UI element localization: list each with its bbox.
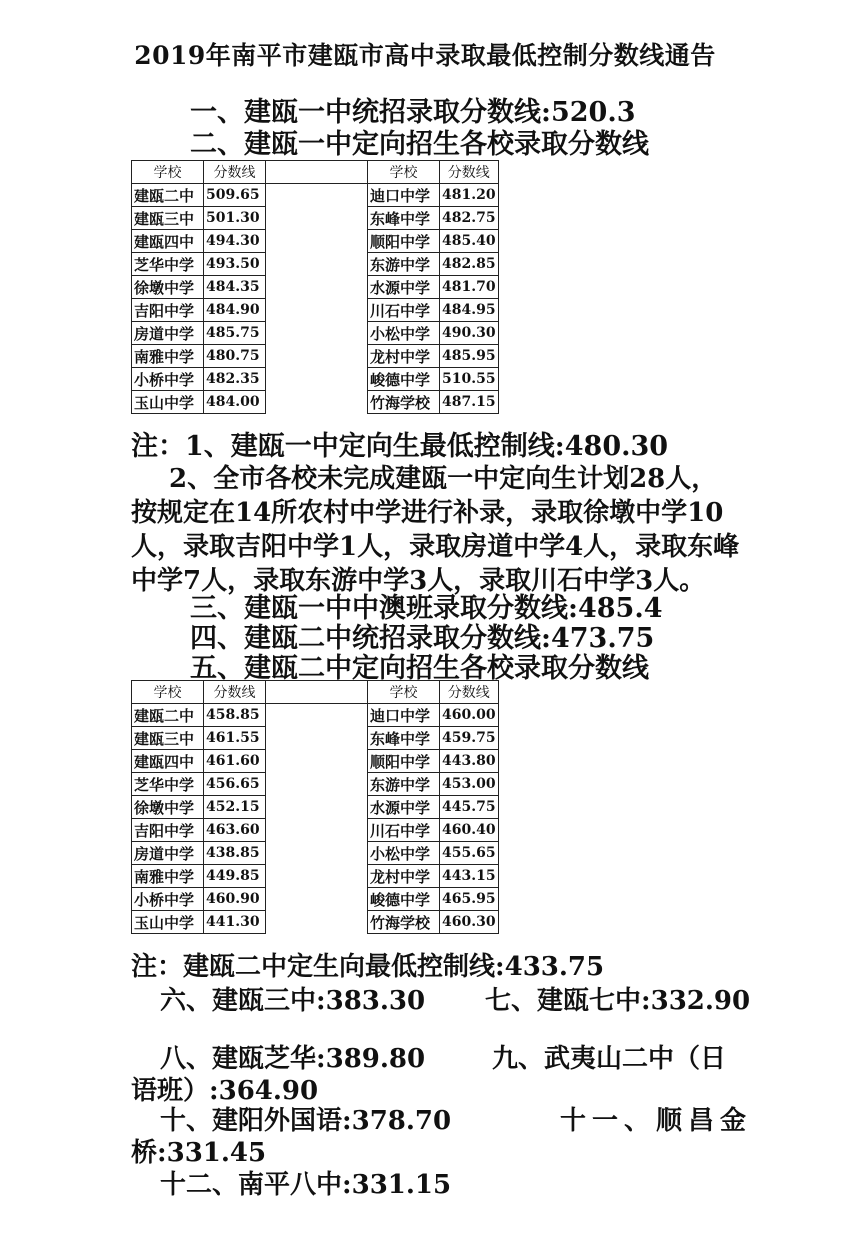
table-row — [132, 819, 499, 842]
score-cell: 449.85 — [204, 865, 266, 888]
score-cell: 458.85 — [204, 704, 266, 727]
score-cell: 481.70 — [440, 276, 499, 299]
gap-cell — [266, 865, 368, 888]
school-cell: 川石中学 — [368, 819, 440, 842]
page-title: 2019年南平市建瓯市高中录取最低控制分数线通告 — [134, 41, 716, 70]
school-cell: 小松中学 — [368, 842, 440, 865]
score-cell: 510.55 — [440, 368, 499, 391]
school-cell: 竹海学校 — [368, 911, 440, 934]
school-cell: 建瓯三中 — [132, 207, 204, 230]
school-cell: 龙村中学 — [368, 865, 440, 888]
table-2-header-score: 分数线 — [204, 681, 266, 704]
score-cell: 461.55 — [204, 727, 266, 750]
score-cell: 509.65 — [204, 184, 266, 207]
gap-cell — [266, 253, 368, 276]
table-row — [132, 704, 499, 727]
table-1-header-score-2: 分数线 — [440, 161, 499, 184]
score-cell: 441.30 — [204, 911, 266, 934]
gap-cell — [266, 704, 368, 727]
score-cell: 494.30 — [204, 230, 266, 253]
gap-cell — [266, 299, 368, 322]
school-cell: 东峰中学 — [368, 727, 440, 750]
school-cell: 南雅中学 — [132, 345, 204, 368]
table-1 — [131, 160, 499, 414]
gap-cell — [266, 842, 368, 865]
section-3-heading: 三、建瓯一中中澳班录取分数线:485.4 — [190, 593, 663, 624]
school-cell: 东峰中学 — [368, 207, 440, 230]
score-cell: 460.30 — [440, 911, 499, 934]
gap-cell — [266, 796, 368, 819]
school-cell: 徐墩中学 — [132, 276, 204, 299]
score-cell: 484.90 — [204, 299, 266, 322]
item-10: 十、建阳外国语:378.70 — [160, 1106, 452, 1136]
score-cell: 501.30 — [204, 207, 266, 230]
gap-cell — [266, 911, 368, 934]
item-11-part-1: 十一、顺昌金 — [560, 1106, 753, 1136]
score-cell: 463.60 — [204, 819, 266, 842]
score-cell: 485.75 — [204, 322, 266, 345]
score-cell: 482.75 — [440, 207, 499, 230]
gap-cell — [266, 727, 368, 750]
gap-cell — [266, 322, 368, 345]
score-cell: 493.50 — [204, 253, 266, 276]
table-1-gap — [266, 161, 368, 184]
school-cell: 徐墩中学 — [132, 796, 204, 819]
school-cell: 吉阳中学 — [132, 819, 204, 842]
score-cell: 460.00 — [440, 704, 499, 727]
school-cell: 建瓯二中 — [132, 184, 204, 207]
school-cell: 吉阳中学 — [132, 299, 204, 322]
school-cell: 小松中学 — [368, 322, 440, 345]
school-cell: 芝华中学 — [132, 773, 204, 796]
gap-cell — [266, 184, 368, 207]
table-row — [132, 345, 499, 368]
section-2-heading: 二、建瓯一中定向招生各校录取分数线 — [190, 129, 649, 160]
gap-cell — [266, 819, 368, 842]
school-cell: 水源中学 — [368, 796, 440, 819]
gap-cell — [266, 750, 368, 773]
score-cell: 445.75 — [440, 796, 499, 819]
school-cell: 峻德中学 — [368, 368, 440, 391]
item-11-part-2: 桥:331.45 — [131, 1138, 267, 1168]
score-cell: 490.30 — [440, 322, 499, 345]
table-2-header-school-2: 学校 — [368, 681, 440, 704]
gap-cell — [266, 207, 368, 230]
note-1: 注：1、建瓯一中定向生最低控制线:480.30 — [131, 431, 669, 462]
school-cell: 顺阳中学 — [368, 750, 440, 773]
gap-cell — [266, 276, 368, 299]
table-row — [132, 299, 499, 322]
score-cell: 484.35 — [204, 276, 266, 299]
section-1-heading: 一、建瓯一中统招录取分数线:520.3 — [190, 97, 636, 128]
table-row — [132, 230, 499, 253]
table-2-header-school: 学校 — [132, 681, 204, 704]
note-2-text: 2、全市各校未完成建瓯一中定向生计划28人，按规定在14所农村中学进行补录，录取徐墩中学10人，录取吉阳中学1人，录取房道中学4人，录取东峰中学7人，录取东游中学3人，录取川石中学3人。 — [131, 464, 740, 596]
school-cell: 玉山中学 — [132, 391, 204, 414]
table-1-header-score: 分数线 — [204, 161, 266, 184]
school-cell: 小桥中学 — [132, 368, 204, 391]
table-row — [132, 911, 499, 934]
gap-cell — [266, 230, 368, 253]
table-row — [132, 888, 499, 911]
table-1-header-school-2: 学校 — [368, 161, 440, 184]
school-cell: 迪口中学 — [368, 704, 440, 727]
gap-cell — [266, 888, 368, 911]
table-row — [132, 322, 499, 345]
section-4-heading: 四、建瓯二中统招录取分数线:473.75 — [190, 623, 655, 654]
score-cell: 459.75 — [440, 727, 499, 750]
table-row — [132, 727, 499, 750]
school-cell: 迪口中学 — [368, 184, 440, 207]
score-cell: 443.80 — [440, 750, 499, 773]
school-cell: 芝华中学 — [132, 253, 204, 276]
school-cell: 龙村中学 — [368, 345, 440, 368]
school-cell: 东游中学 — [368, 773, 440, 796]
section-5-heading: 五、建瓯二中定向招生各校录取分数线 — [190, 653, 649, 684]
score-cell: 438.85 — [204, 842, 266, 865]
gap-cell — [266, 391, 368, 414]
gap-cell — [266, 368, 368, 391]
score-cell: 460.90 — [204, 888, 266, 911]
score-cell: 484.95 — [440, 299, 499, 322]
table-2-body — [132, 704, 499, 934]
school-cell: 竹海学校 — [368, 391, 440, 414]
item-7: 七、建瓯七中:332.90 — [485, 986, 751, 1016]
gap-cell — [266, 345, 368, 368]
table-row — [132, 865, 499, 888]
item-6: 六、建瓯三中:383.30 — [160, 986, 426, 1016]
score-cell: 455.65 — [440, 842, 499, 865]
school-cell: 玉山中学 — [132, 911, 204, 934]
school-cell: 房道中学 — [132, 322, 204, 345]
table-row — [132, 368, 499, 391]
item-8: 八、建瓯芝华:389.80 — [160, 1044, 426, 1074]
school-cell: 东游中学 — [368, 253, 440, 276]
table-2 — [131, 680, 499, 934]
table-1-body — [132, 184, 499, 414]
score-cell: 482.35 — [204, 368, 266, 391]
score-cell: 443.15 — [440, 865, 499, 888]
item-9-part-2: 语班）:364.90 — [131, 1076, 319, 1106]
score-cell: 480.75 — [204, 345, 266, 368]
score-cell: 481.20 — [440, 184, 499, 207]
school-cell: 峻德中学 — [368, 888, 440, 911]
table-row — [132, 750, 499, 773]
table-row — [132, 842, 499, 865]
school-cell: 房道中学 — [132, 842, 204, 865]
table-row — [132, 796, 499, 819]
school-cell: 小桥中学 — [132, 888, 204, 911]
table-2-header-row — [132, 681, 499, 704]
school-cell: 水源中学 — [368, 276, 440, 299]
school-cell: 建瓯三中 — [132, 727, 204, 750]
score-cell: 465.95 — [440, 888, 499, 911]
score-cell: 482.85 — [440, 253, 499, 276]
score-cell: 461.60 — [204, 750, 266, 773]
school-cell: 建瓯四中 — [132, 750, 204, 773]
score-cell: 487.15 — [440, 391, 499, 414]
table-row — [132, 391, 499, 414]
table-row — [132, 773, 499, 796]
school-cell: 建瓯二中 — [132, 704, 204, 727]
school-cell: 川石中学 — [368, 299, 440, 322]
table-1-header-school: 学校 — [132, 161, 204, 184]
note-2 — [131, 462, 741, 598]
score-cell: 452.15 — [204, 796, 266, 819]
gap-cell — [266, 773, 368, 796]
score-cell: 485.40 — [440, 230, 499, 253]
school-cell: 顺阳中学 — [368, 230, 440, 253]
score-cell: 460.40 — [440, 819, 499, 842]
table-1-header-row — [132, 161, 499, 184]
score-cell: 485.95 — [440, 345, 499, 368]
table-2-header-score-2: 分数线 — [440, 681, 499, 704]
score-cell: 484.00 — [204, 391, 266, 414]
school-cell: 南雅中学 — [132, 865, 204, 888]
score-cell: 453.00 — [440, 773, 499, 796]
item-9-part-1: 九、武夷山二中（日 — [492, 1044, 727, 1074]
school-cell: 建瓯四中 — [132, 230, 204, 253]
item-12: 十二、南平八中:331.15 — [160, 1170, 452, 1200]
table-row — [132, 276, 499, 299]
note-3: 注：建瓯二中定生向最低控制线:433.75 — [131, 952, 605, 982]
table-row — [132, 184, 499, 207]
table-row — [132, 207, 499, 230]
table-row — [132, 253, 499, 276]
score-cell: 456.65 — [204, 773, 266, 796]
table-2-gap — [266, 681, 368, 704]
